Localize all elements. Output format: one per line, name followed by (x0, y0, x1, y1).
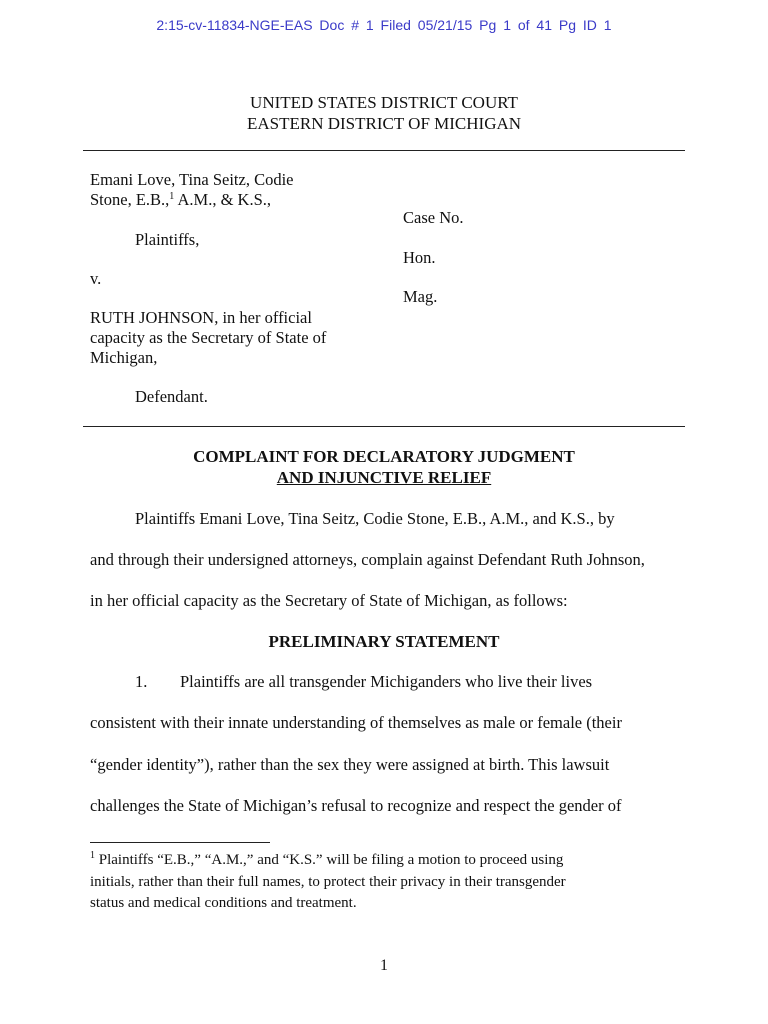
footnote-line1 (90, 850, 563, 870)
honorable-label: Hon. (403, 248, 436, 267)
caption-defendant-1: RUTH JOHNSON, in her official (90, 308, 312, 327)
complaint-title-line1: COMPLAINT FOR DECLARATORY JUDGMENT (193, 447, 575, 466)
footnote-separator (90, 842, 270, 843)
plaintiffs-names-part-b: A.M., & K.S., (174, 190, 272, 209)
caption-top-rule (83, 150, 685, 151)
footnote-line3: status and medical conditions and treatment. (90, 895, 357, 911)
footnote-marker: 1 (90, 850, 95, 861)
caption-bottom-rule (83, 426, 685, 427)
caption-defendant-2: capacity as the Secretary of State of (90, 328, 327, 347)
paragraph1-line4: challenges the State of Michigan’s refusal to recognize and respect the gender of (90, 796, 622, 815)
defendant-label: Defendant. (135, 387, 208, 406)
caption-plaintiffs-names-1: Emani Love, Tina Seitz, Codie (90, 170, 294, 189)
intro-line1: Plaintiffs Emani Love, Tina Seitz, Codie Stone, E.B., A.M., and K.S., by (135, 509, 615, 528)
footnote-reference: 1 (169, 191, 175, 202)
paragraph1-number: 1. (135, 672, 148, 691)
complaint-title-line2 (0, 468, 768, 488)
intro-line3: in her official capacity as the Secretary of State of Michigan, as follows: (90, 591, 568, 610)
paragraph1-line1: Plaintiffs are all transgender Michiganders who live their lives (180, 672, 593, 691)
case-stamp-header: 2:15-cv-11834-NGE-EAS Doc # 1 Filed 05/21/15 Pg 1 of 41 Pg ID 1 (156, 17, 612, 33)
caption-defendant-3: Michigan, (90, 348, 158, 367)
magistrate-label: Mag. (403, 287, 438, 306)
footnote-line1-text: Plaintiffs “E.B.,” “A.M.,” and “K.S.” will be filing a motion to proceed using (95, 852, 564, 868)
versus-label: v. (90, 269, 102, 288)
intro-line2: and through their undersigned attorneys, complain against Defendant Ruth Johnson, (90, 550, 645, 569)
court-name-line1: UNITED STATES DISTRICT COURT (250, 93, 518, 112)
complaint-title-line2-text: AND INJUNCTIVE RELIEF (276, 468, 492, 487)
page-number: 1 (380, 957, 388, 974)
paragraph1-line2: consistent with their innate understanding of themselves as male or female (their (90, 713, 622, 732)
footnote-line2: initials, rather than their full names, to protect their privacy in their transgender (90, 874, 566, 890)
plaintiffs-names-part-a: Stone, E.B., (90, 190, 170, 209)
court-name-line2: EASTERN DISTRICT OF MICHIGAN (246, 114, 522, 133)
plaintiffs-label: Plaintiffs, (135, 230, 200, 249)
section-heading: PRELIMINARY STATEMENT (268, 632, 500, 651)
caption-plaintiffs-names-2 (90, 190, 271, 210)
case-number-label: Case No. (403, 208, 464, 227)
paragraph1-line3: “gender identity”), rather than the sex they were assigned at birth. This lawsuit (90, 755, 610, 774)
